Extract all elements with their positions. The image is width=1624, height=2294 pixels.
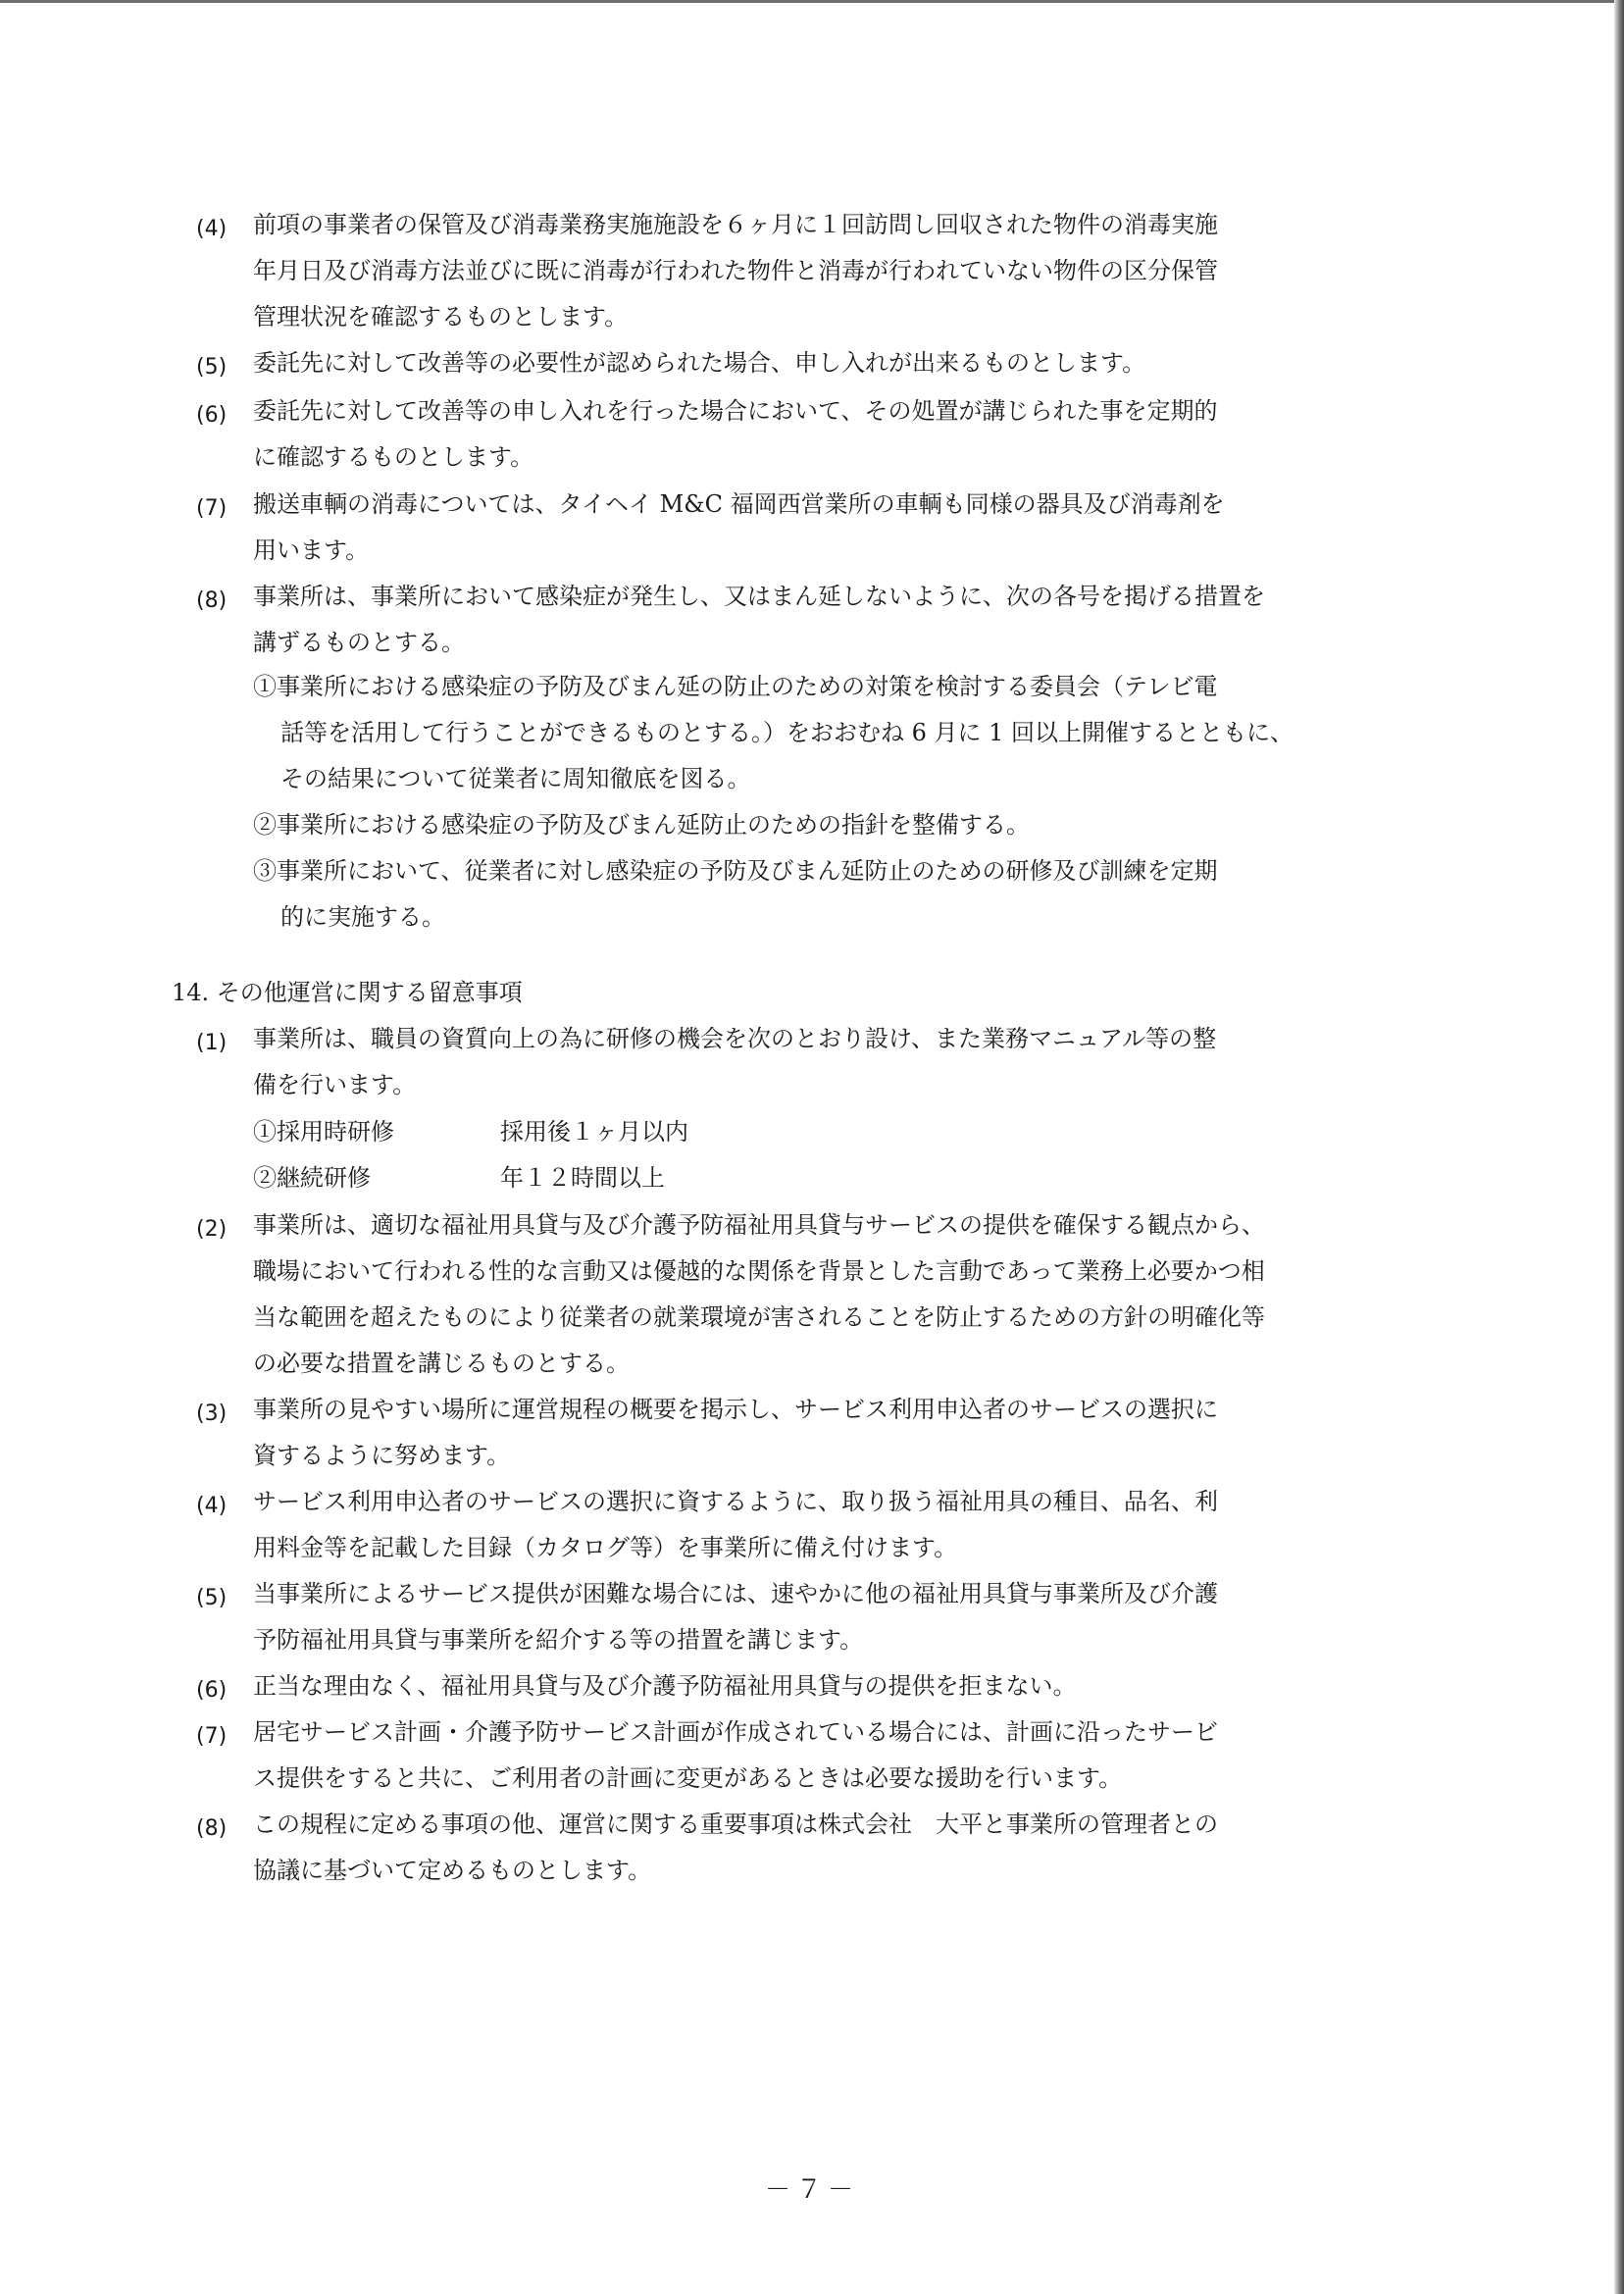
item-text-line: 備を行います。 <box>253 1071 417 1098</box>
page-number: －７－ <box>764 2175 859 2205</box>
item-text-line: 正当な理由なく、福祉用具貸与及び介護予防福祉用具貸与の提供を拒まない。 <box>253 1672 1077 1700</box>
item-number: (2) <box>196 1217 228 1242</box>
item-text-line: 職場において行われる性的な言動又は優越的な関係を背景とした言動であって業務上必要かつ相 <box>253 1257 1265 1285</box>
item-number: (3) <box>196 1402 228 1426</box>
item-text-line: 予防福祉用具貸与事業所を紹介する等の措置を講じます。 <box>253 1626 864 1654</box>
item-text-line: この規程に定める事項の他、運営に関する重要事項は株式会社 大平と事業所の管理者との <box>253 1810 1218 1838</box>
item-text-line: 当な範囲を超えたものにより従業者の就業環境が害されることを防止するための方針の明確化等 <box>253 1303 1265 1331</box>
item-number: (4) <box>196 217 228 241</box>
training-value: 採用後１ヶ月以内 <box>500 1118 688 1146</box>
item-text-line: 年月日及び消毒方法並びに既に消毒が行われた物件と消毒が行われていない物件の区分保管 <box>253 257 1218 284</box>
item-number: (7) <box>196 496 228 521</box>
item-text-line: に確認するものとします。 <box>253 443 534 471</box>
item-number: (7) <box>196 1724 228 1749</box>
sub-item-text-line: 話等を活用して行うことができるものとする。）をおおむね 6 月に 1 回以上開催するとともに、 <box>280 719 1294 746</box>
item-text-line: 搬送車輌の消毒については、タイヘイ M&C 福岡西営業所の車輌も同様の器具及び消毒剤を <box>253 490 1225 518</box>
item-text-line: 委託先に対して改善等の申し入れを行った場合において、その処置が講じられた事を定期的 <box>253 397 1218 425</box>
item-text-line: 居宅サービス計画・介護予防サービス計画が作成されている場合には、計画に沿ったサービ <box>253 1718 1218 1746</box>
item-number: (6) <box>196 1678 228 1703</box>
item-number: (5) <box>196 1586 228 1610</box>
item-text-line: 用います。 <box>253 536 370 564</box>
item-number: (4) <box>196 1494 228 1518</box>
section-14-title: 14. その他運営に関する留意事項 <box>172 979 523 1006</box>
item-number: (1) <box>196 1031 228 1055</box>
item-text-line: 事業所の見やすい場所に運営規程の概要を掲示し、サービス利用申込者のサービスの選択に <box>253 1396 1218 1423</box>
item-text-line: 事業所は、事業所において感染症が発生し、又はまん延しないように、次の各号を掲げる措置を <box>253 583 1265 610</box>
sub-item-text-line: ①事業所における感染症の予防及びまん延の防止のための対策を検討する委員会（テレビ電 <box>253 673 1218 700</box>
item-text-line: サービス利用申込者のサービスの選択に資するように、取り扱う福祉用具の種目、品名、利 <box>253 1488 1218 1515</box>
sub-item-text-line: その結果について従業者に周知徹底を図る。 <box>280 765 751 792</box>
training-label: ①採用時研修 <box>253 1118 394 1146</box>
sub-item-text-line: ②事業所における感染症の予防及びまん延防止のための指針を整備する。 <box>253 811 1030 839</box>
item-text-line: 講ずるものとする。 <box>253 629 465 656</box>
item-text-line: 事業所は、適切な福祉用具貸与及び介護予防福祉用具貸与サービスの提供を確保する観点から、 <box>253 1211 1265 1239</box>
item-text-line: 協議に基づいて定めるものとします。 <box>253 1857 652 1884</box>
item-text-line: 用料金等を記載した目録（カタログ等）を事業所に備え付けます。 <box>253 1534 958 1561</box>
item-text-line: 管理状況を確認するものとします。 <box>253 303 629 331</box>
item-number: (8) <box>196 588 228 613</box>
item-text-line: 前項の事業者の保管及び消毒業務実施施設を６ヶ月に１回訪問し回収された物件の消毒実施 <box>253 211 1218 238</box>
item-number: (8) <box>196 1816 228 1841</box>
item-text-line: 委託先に対して改善等の必要性が認められた場合、申し入れが出来るものとします。 <box>253 349 1146 377</box>
item-number: (6) <box>196 403 228 428</box>
item-text-line: 資するように努めます。 <box>253 1442 511 1469</box>
item-number: (5) <box>196 355 228 380</box>
training-value: 年１２時間以上 <box>500 1164 665 1192</box>
item-text-line: 事業所は、職員の資質向上の為に研修の機会を次のとおり設け、また業務マニュアル等の整 <box>253 1025 1217 1052</box>
training-label: ②継続研修 <box>253 1164 371 1192</box>
item-text-line: の必要な措置を講じるものとする。 <box>253 1350 630 1377</box>
item-text-line: ス提供をすると共に、ご利用者の計画に変更があるときは必要な援助を行います。 <box>253 1764 1123 1792</box>
sub-item-text-line: 的に実施する。 <box>280 903 445 931</box>
sub-item-text-line: ③事業所において、従業者に対し感染症の予防及びまん延防止のための研修及び訓練を定期 <box>253 857 1218 885</box>
item-text-line: 当事業所によるサービス提供が困難な場合には、速やかに他の福祉用具貸与事業所及び介護 <box>253 1580 1218 1607</box>
